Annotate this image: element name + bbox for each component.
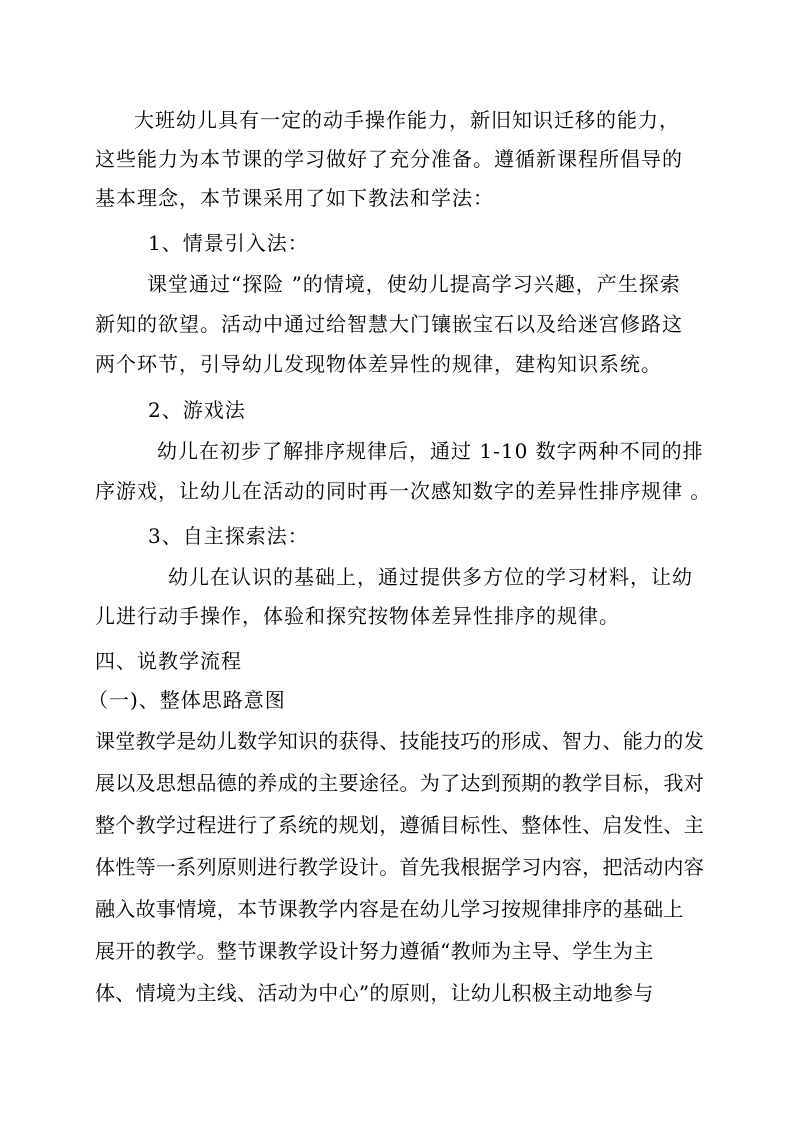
- paragraph-line: 体性等一系列原则进行教学设计。首先我根据学习内容，把活动内容: [95, 855, 704, 879]
- paragraph-line: 幼儿在初步了解排序规律后，通过 1-10 数字两种不同的排: [157, 439, 704, 463]
- section-heading: 四、说教学流程: [95, 649, 242, 673]
- list-heading: 1、情景引入法：: [148, 231, 309, 255]
- paragraph-line: 新知的欲望。活动中通过给智慧大门镶嵌宝石以及给迷宫修路这: [95, 312, 683, 336]
- paragraph-line: 序游戏，让幼儿在活动的同时再一次感知数字的差异性排序规律 。: [95, 479, 712, 503]
- paragraph-line: 展以及思想品德的养成的主要途径。为了达到预期的教学目标，我对: [95, 771, 704, 795]
- paragraph-line: 展开的教学。整节课教学设计努力遵循“教师为主导、学生为主: [95, 939, 654, 963]
- list-heading: 3、自主探索法：: [148, 524, 309, 548]
- paragraph-line: 课堂教学是幼儿数学知识的获得、技能技巧的形成、智力、能力的发: [95, 729, 704, 753]
- subsection-heading: （一)、整体思路意图: [88, 688, 286, 712]
- list-heading: 2、游戏法: [148, 398, 246, 422]
- paragraph-line: 整个教学过程进行了系统的规划，遵循目标性、整体性、启发性、主: [95, 813, 704, 837]
- paragraph-line: 幼儿在认识的基础上，通过提供多方位的学习材料，让幼: [168, 565, 693, 589]
- paragraph-line: 融入故事情境，本节课教学内容是在幼儿学习按规律排序的基础上: [95, 897, 684, 921]
- paragraph-line: 儿进行动手操作，体验和探究按物体差异性排序的规律。: [95, 604, 620, 628]
- paragraph-line: 两个环节，引导幼儿发现物体差异性的规律，建构知识系统。: [95, 352, 662, 376]
- paragraph-line: 大班幼儿具有一定的动手操作能力，新旧知识迁移的能力，: [134, 108, 680, 132]
- paragraph-line: 基本理念，本节课采用了如下教法和学法：: [95, 186, 494, 210]
- paragraph-line: 体、情境为主线、活动为中心”的原则，让幼儿积极主动地参与: [95, 981, 654, 1005]
- paragraph-line: 课堂通过“探险 ”的情境，使幼儿提高学习兴趣，产生探索: [147, 272, 681, 296]
- paragraph-line: 这些能力为本节课的学习做好了充分准备。遵循新课程所倡导的: [95, 147, 683, 171]
